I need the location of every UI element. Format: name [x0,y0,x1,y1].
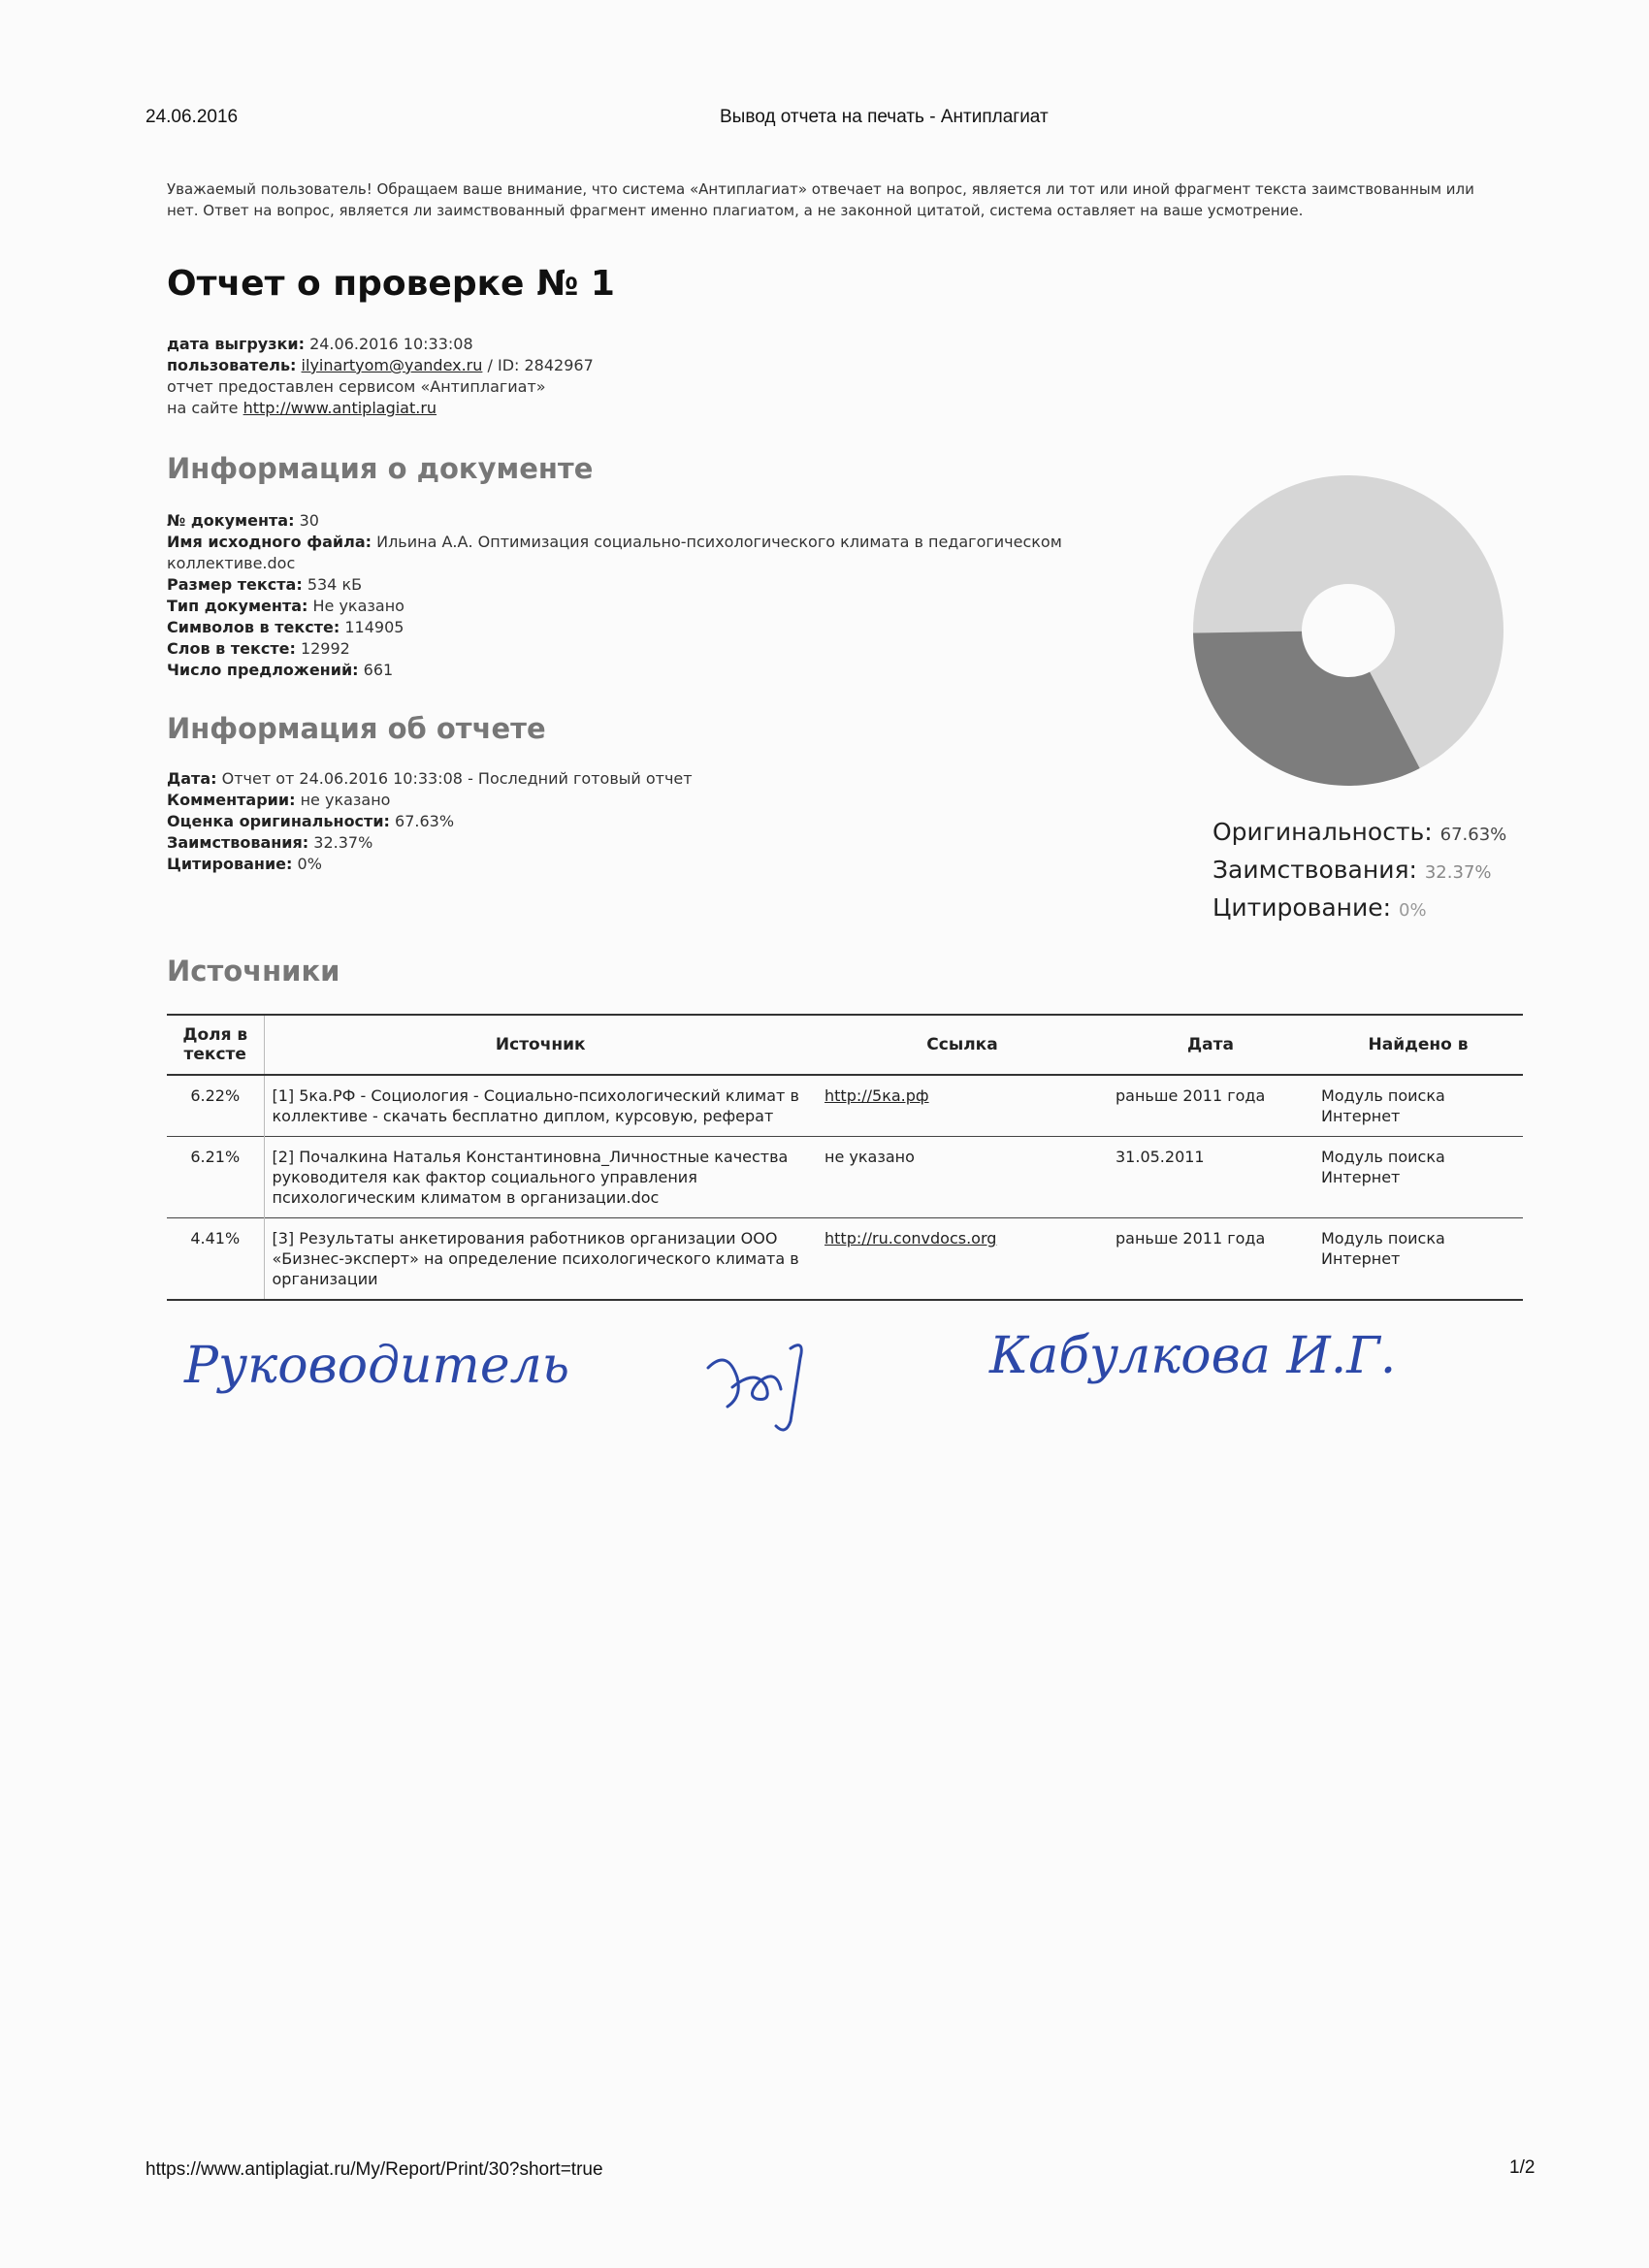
col-header-found: Найдено в [1368,1035,1469,1054]
table-row [167,1218,1523,1301]
doc-info-value: 114905 [344,618,404,636]
share-cell: 6.21% [167,1137,264,1218]
provided-text: отчет предоставлен сервисом «Антиплагиат» [167,377,546,396]
legend-citation-label: Цитирование: [1212,893,1392,922]
report-info-row [167,768,1117,790]
report-info-value: не указано [300,791,391,809]
doc-info-label: Тип документа: [167,597,308,615]
doc-info-row [167,532,1098,574]
user-id: / ID: 2842967 [487,356,594,374]
doc-info-list [167,510,1098,681]
originality-donut-chart [1183,466,1552,795]
table-row [167,1075,1523,1137]
report-info-value: 67.63% [395,812,455,830]
report-info-label: Комментарии: [167,791,296,809]
report-meta [167,334,594,419]
site-prefix: на сайте [167,399,239,417]
site-link[interactable]: http://www.antiplagiat.ru [242,399,437,417]
doc-info-row [167,617,1098,638]
col-header-date: Дата [1187,1035,1234,1054]
report-info-row [167,811,1117,832]
legend-original-value: 67.63% [1439,825,1507,845]
source-link[interactable]: http://5ка.рф [824,1086,929,1105]
doc-info-row [167,510,1098,532]
donut-slice-2 [1193,632,1420,786]
notice-text: Уважаемый пользователь! Обращаем ваше внимание, что система «Антиплагиат» отвечает на вопрос, является ли тот или иной фрагмент текста заимствованным или нет. Ответ на вопрос, является ли заимствованный фрагмент именно плагиатом, а не законной цитатой, система оставляет на ваше усмотрение. [167,180,1474,219]
found-cell: Модуль поиска Интернет [1321,1229,1445,1268]
user-label: пользователь: [167,356,297,374]
page-number: 1/2 [1509,2157,1536,2178]
sources-header-row [167,1015,1523,1075]
report-info-row [167,854,1117,875]
legend-citation [1212,891,1506,928]
link-cell: не указано [824,1148,915,1166]
source-cell: [3] Результаты анкетирования работников организации ООО «Бизнес-эксперт» на определение психологического климата в организации [272,1229,799,1288]
date-cell: раньше 2011 года [1116,1086,1266,1105]
user-email-link[interactable]: ilyinartyom@yandex.ru [301,356,483,374]
doc-info-value: 30 [299,511,319,530]
legend-borrowed-label: Заимствования: [1212,856,1417,884]
found-cell: Модуль поиска Интернет [1321,1148,1445,1186]
report-info-label: Оценка оригинальности: [167,812,390,830]
report-info-value: Отчет от 24.06.2016 10:33:08 - Последний готовый отчет [221,769,693,788]
footer-url: https://www.antiplagiat.ru/My/Report/Print/30?short=true [146,2159,603,2180]
legend-original [1212,815,1506,853]
table-row [167,1137,1523,1218]
doc-info-label: Размер текста: [167,575,303,594]
chart-legend [1212,815,1506,928]
doc-info-value: 12992 [300,639,350,658]
report-info-value: 32.37% [313,833,373,852]
upload-value: 24.06.2016 10:33:08 [309,335,473,353]
found-cell: Модуль поиска Интернет [1321,1086,1445,1125]
doc-info-label: Символов в тексте: [167,618,340,636]
legend-original-label: Оригинальность: [1212,818,1433,846]
date-cell: 31.05.2011 [1116,1148,1205,1166]
share-cell: 4.41% [167,1218,264,1301]
source-link[interactable]: http://ru.convdocs.org [824,1229,997,1247]
source-cell: [2] Почалкина Наталья Константиновна_Личностные качества руководителя как фактор социального управления психологическим климатом в организации.doc [272,1148,789,1207]
report-info-row [167,790,1117,811]
report-info-label: Дата: [167,769,217,788]
report-info-label: Заимствования: [167,833,309,852]
doc-info-row [167,638,1098,660]
share-cell: 6.22% [167,1075,264,1137]
doc-info-row [167,574,1098,596]
doc-info-heading: Информация о документе [167,452,594,485]
handwritten-signature-icon [698,1329,844,1445]
upload-label: дата выгрузки: [167,335,305,353]
source-cell: [1] 5ка.РФ - Социология - Социально-психологический климат в коллективе - скачать бесплатно диплом, курсовую, реферат [272,1086,799,1125]
doc-info-value: Не указано [312,597,404,615]
col-header-source: Источник [495,1035,586,1054]
doc-info-label: Число предложений: [167,661,359,679]
report-info-list [167,768,1117,875]
sources-table [167,1014,1523,1301]
doc-info-value: 534 кБ [307,575,363,594]
doc-info-label: Слов в тексте: [167,639,296,658]
sources-heading: Источники [167,955,340,988]
doc-info-row [167,660,1098,681]
report-info-heading: Информация об отчете [167,712,546,745]
signature-role: Руководитель [184,1337,570,1395]
report-info-label: Цитирование: [167,855,293,873]
doc-info-value: 661 [363,661,394,679]
doc-info-label: Имя исходного файла: [167,533,372,551]
report-title: Отчет о проверке № 1 [167,264,615,304]
print-date: 24.06.2016 [146,107,239,127]
date-cell: раньше 2011 года [1116,1229,1266,1247]
report-info-row [167,832,1117,854]
doc-info-value: Ильина А.А. Оптимизация социально-психологического климата в педагогическом коллективе.doc [167,533,1062,572]
legend-borrowed-value: 32.37% [1424,862,1492,883]
print-title: Вывод отчета на печать - Антиплагиат [720,107,1049,127]
col-header-link: Ссылка [926,1035,998,1054]
legend-citation-value: 0% [1399,900,1427,921]
doc-info-row [167,596,1098,617]
report-info-value: 0% [297,855,322,873]
col-header-share: Доля в тексте [167,1015,264,1075]
legend-borrowed [1212,853,1506,891]
signature-name: Кабулкова И.Г. [989,1327,1397,1385]
doc-info-label: № документа: [167,511,295,530]
